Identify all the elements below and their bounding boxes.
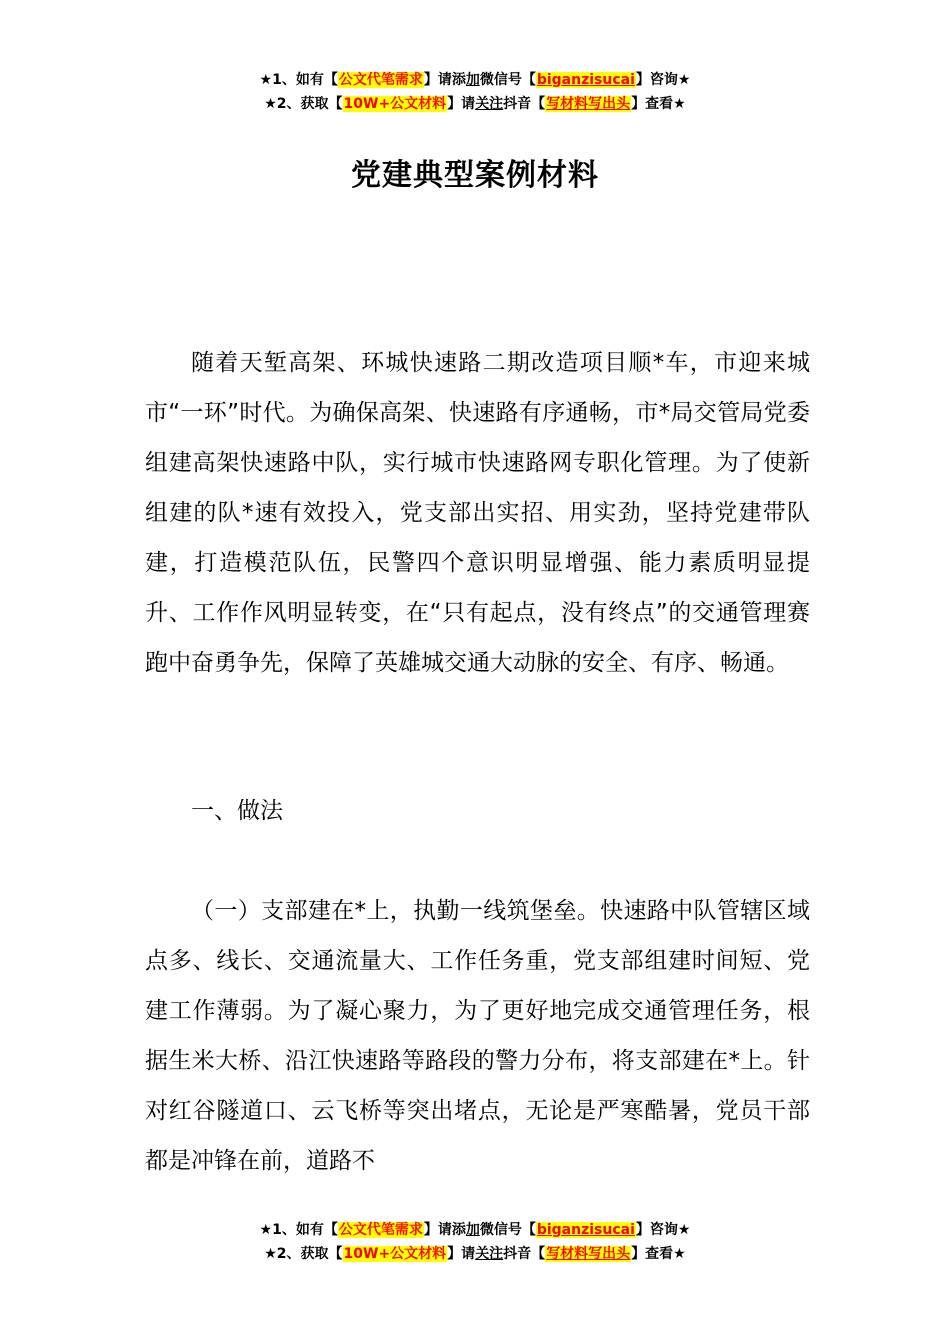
paragraph-text: 随着天堑高架、环城快速路二期改造项目顺*车，市迎来城市“一环”时代。为确保高架、快速路有序通畅，市*局交管局党委组建高架快速路中队，实行城市快速路网专职化管理。为了使新组建的队*速有效投入，党支部出实招、用实劲，坚持党建带队建，打造模范队伍，民警四个意识明显增强、能力素质明显提升、工作作风明显转变，在“只有起点，没有终点”的交通管理赛跑中奋勇争先，保障了英雄城交通大动脉的安全、有序、畅通。 xyxy=(145,350,810,676)
section-paragraph xyxy=(145,886,810,1186)
footer-banner xyxy=(0,1218,950,1266)
banner-line-2 xyxy=(0,1242,950,1266)
banner-text: 】请 xyxy=(447,96,476,112)
banner-text: 】咨询★ xyxy=(635,72,691,88)
highlight-wechat-id: biganzisucai xyxy=(536,1222,635,1238)
banner-underlined-text: 关注 xyxy=(475,96,504,112)
banner-line-2 xyxy=(0,92,950,116)
paragraph-text: （一）支部建在*上，执勤一线筑堡垒。快速路中队管辖区域点多、线长、交通流量大、工作任务重，党支部组建时间短、党建工作薄弱。为了凝心聚力，为了更好地完成交通管理任务，根据生米大桥、沿江快速路等路段的警力分布，将支部建在*上。针对红谷隧道口、云飞桥等突出堵点，无论是严寒酷暑，党员干部都是冲锋在前，道路不 xyxy=(145,898,810,1174)
banner-text: ★2、获取【 xyxy=(264,96,343,112)
banner-text: 】请添 xyxy=(423,72,466,88)
banner-underlined-text: 加 xyxy=(465,1222,480,1238)
highlight-materials: 10W+公文材料 xyxy=(343,1246,447,1262)
banner-text: ★1、如有【 xyxy=(259,72,338,88)
banner-underlined-text: 关注 xyxy=(475,1246,504,1262)
highlight-douyin-id: 写材料写出头 xyxy=(546,1246,631,1262)
banner-line-1 xyxy=(0,68,950,92)
banner-text: 抖音【 xyxy=(503,1246,546,1262)
document-title: 党建典型案例材料 xyxy=(351,158,599,193)
banner-text: 】请添 xyxy=(423,1222,466,1238)
banner-text: 】查看★ xyxy=(631,1246,686,1262)
section-heading xyxy=(145,786,810,836)
banner-text: 】查看★ xyxy=(631,96,686,112)
header-banner xyxy=(0,68,950,116)
banner-text: 微信号【 xyxy=(479,1222,536,1238)
highlight-service: 公文代笔需求 xyxy=(338,72,423,88)
banner-line-1 xyxy=(0,1218,950,1242)
banner-underlined-text: 加 xyxy=(465,72,480,88)
heading-text: 一、做法 xyxy=(191,798,283,824)
highlight-douyin-id: 写材料写出头 xyxy=(546,96,631,112)
highlight-wechat-id: biganzisucai xyxy=(536,72,635,88)
banner-text: 】请 xyxy=(447,1246,476,1262)
banner-text: ★1、如有【 xyxy=(259,1222,338,1238)
banner-text: 】咨询★ xyxy=(635,1222,691,1238)
banner-text: ★2、获取【 xyxy=(264,1246,343,1262)
banner-text: 微信号【 xyxy=(479,72,536,88)
highlight-service: 公文代笔需求 xyxy=(338,1222,423,1238)
intro-paragraph xyxy=(145,338,810,688)
banner-text: 抖音【 xyxy=(503,96,546,112)
highlight-materials: 10W+公文材料 xyxy=(343,96,447,112)
